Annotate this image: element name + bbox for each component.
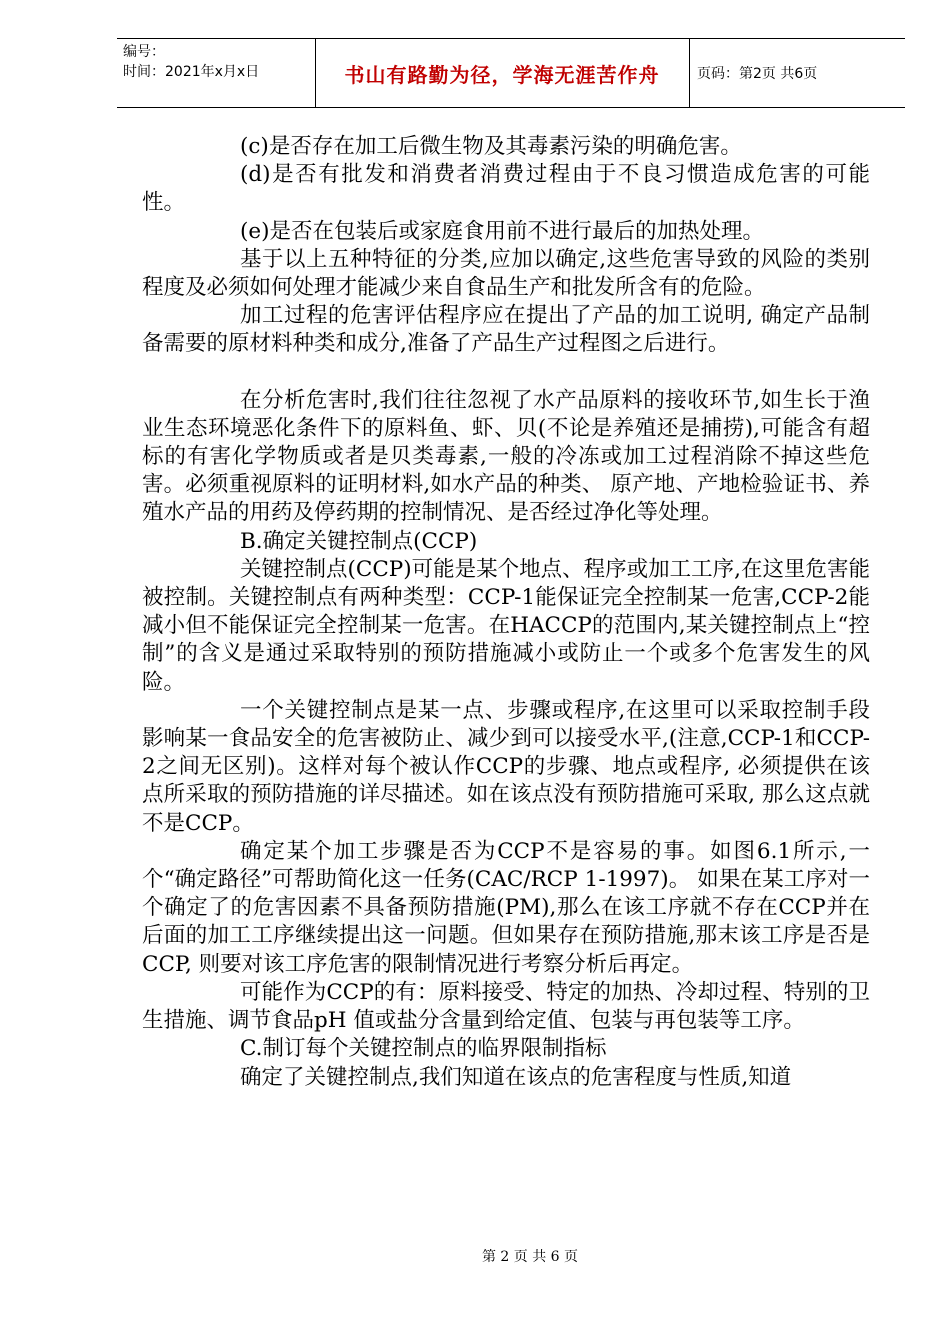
page-header xyxy=(117,38,905,108)
document-time-label: 时间：2021年x月x日 xyxy=(123,64,260,80)
paragraph-ccp-examples: 可能作为CCP的有：原料接受、特定的加热、冷却过程、特别的卫生措施、调节食品pH 值或盐分含量到给定值、包装与再包装等工序。 xyxy=(142,979,870,1034)
document-number-label: 编号： xyxy=(123,44,165,60)
paragraph-ccp-point: 一个关键控制点是某一点、步骤或程序,在这里可以采取控制手段影响某一食品安全的危害被防止、减少到可以接受水平,(注意,CCP-1和CCP-2之间无区别)。这样对每个被认作CCP的步骤、地点或程序, 必须提供在该点所采取的预防措施的详尽描述。如在该点没有预防措施可采取, 那么这点就不是CCP。 xyxy=(142,697,870,836)
paragraph-hazard-assessment: 加工过程的危害评估程序应在提出了产品的加工说明, 确定产品制备需要的原材料种类和成分,准备了产品生产过程图之后进行。 xyxy=(142,303,870,357)
header-page-info: 页码：第2页 共6页 xyxy=(697,66,818,82)
paragraph-critical-limits: 确定了关键控制点,我们知道在该点的危害程度与性质,知道 xyxy=(240,1064,792,1090)
paragraph-e: (e)是否在包装后或家庭食用前不进行最后的加热处理。 xyxy=(240,218,765,244)
paragraph-ccp-decision: 确定某个加工步骤是否为CCP不是容易的事。如图6.1所示,一个“确定路径”可帮助简化这一任务(CAC/RCP 1-1997)。 如果在某工序对一个确定了的危害因素不具备预防措施(PM),那么在该工序就不存在CCP并在后面的加工工序继续提出这一问题。但如果存在预防措施,那末该工序是否是CCP, 则要对该工序危害的限制情况进行考察分析后再定。 xyxy=(142,838,870,977)
paragraph-ccp-definition: 关键控制点(CCP)可能是某个地点、程序或加工工序,在这里危害能被控制。关键控制点有两种类型：CCP-1能保证完全控制某一危害,CCP-2能减小但不能保证完全控制某一危害。在HACCP的范围内,某关键控制点上“控制”的含义是通过采取特别的预防措施减小或防止一个或多个危害发生的风险。 xyxy=(142,556,870,695)
header-meta xyxy=(123,42,259,82)
paragraph-risk-classification: 基于以上五种特征的分类,应加以确定,这些危害导致的风险的类别程度及必须如何处理才能减少来自食品生产和批发所含有的危险。 xyxy=(142,246,870,301)
header-motto: 书山有路勤为径，学海无涯苦作舟 xyxy=(344,62,660,87)
blank-line xyxy=(142,359,870,387)
header-divider xyxy=(689,39,690,107)
paragraph-raw-material: 在分析危害时,我们往往忽视了水产品原料的接收环节,如生长于渔业生态环境恶化条件下的原料鱼、虾、贝(不论是养殖还是捕捞),可能含有超标的有害化学物质或者是贝类毒素,一般的冷冻或加工过程消除不掉这些危害。必须重视原料的证明材料,如水产品的种类、 原产地、产地检验证书、养殖水产品的用药及停药期的控制情况、是否经过净化等处理。 xyxy=(142,387,870,526)
page-footer: 第 2 页 共 6 页 xyxy=(481,1249,579,1265)
paragraph-d: (d)是否有批发和消费者消费过程由于不良习惯造成危害的可能性。 xyxy=(142,162,870,216)
section-heading-c: C.制订每个关键控制点的临界限制指标 xyxy=(240,1036,607,1062)
document-body xyxy=(142,133,870,1092)
paragraph-c: (c)是否存在加工后微生物及其毒素污染的明确危害。 xyxy=(240,134,742,159)
section-heading-b: B.确定关键控制点(CCP) xyxy=(240,528,478,554)
